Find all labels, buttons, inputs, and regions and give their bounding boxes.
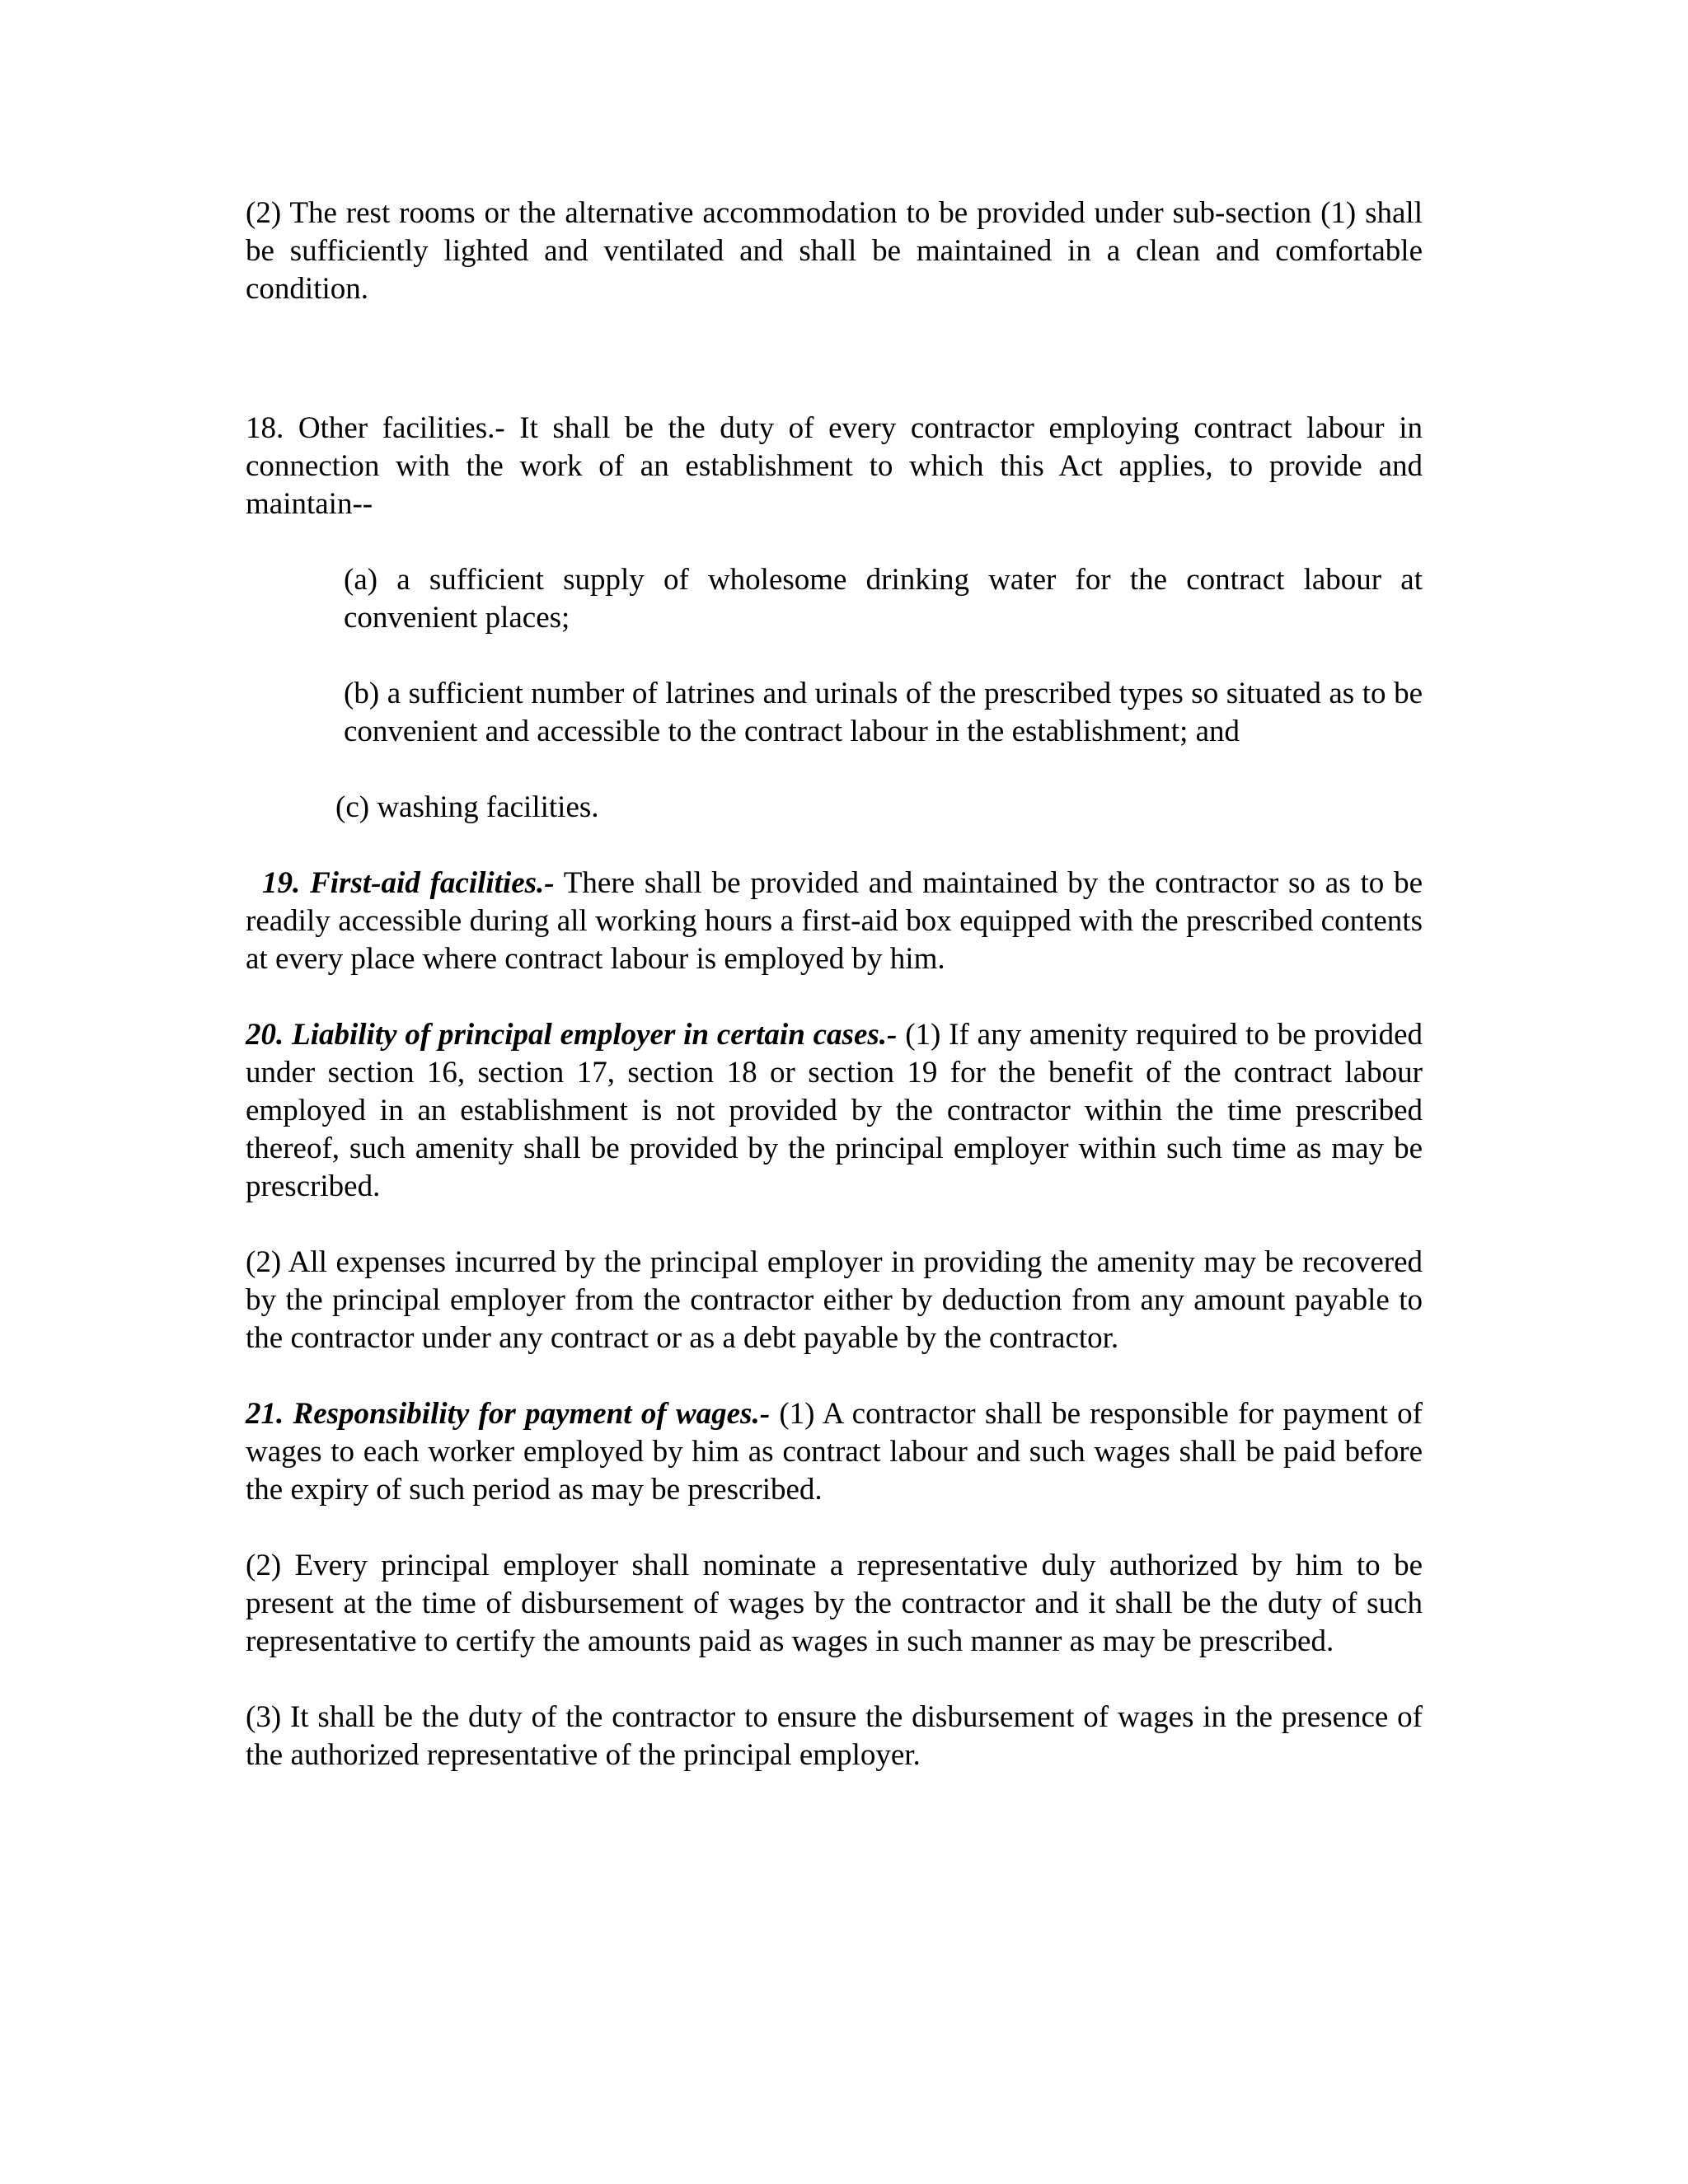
paragraph-section-18: 18. Other facilities.- It shall be the duty of every contractor employing contract labour in connection with the work of an establishment to which this Act applies, to provide and maintain--	[246, 411, 1423, 521]
paragraph-section-18-b: (b) a sufficient number of latrines and urinals of the prescribed types so situated as to be convenient and accessible to the contract labour in the establishment; and	[344, 677, 1423, 748]
section-20-body: (1) If any amenity required to be provided under section 16, section 17, section 18 or section 19 for the benefit of the contract labour employed in an establishment is not provided by the contractor within the time prescribed thereof, such amenity shall be provided by the principal employer within such time as may be prescribed.	[246, 1018, 1423, 1203]
paragraph-section-18-c: (c) washing facilities.	[335, 790, 599, 824]
paragraph-section-21-3: (3) It shall be the duty of the contractor to ensure the disbursement of wages in the presence of the authorized representative of the principal employer.	[246, 1700, 1423, 1772]
document-body	[246, 194, 1423, 1774]
section-19-body: There shall be provided and maintained by the contractor so as to be readily accessible during all working hours a first-aid box equipped with the prescribed contents at every place where contract labour is employed by him.	[246, 866, 1423, 976]
paragraph-section-17-2: (2) The rest rooms or the alternative accommodation to be provided under sub-section (1) shall be sufficiently lighted and ventilated and shall be maintained in a clean and comfortable condition.	[246, 196, 1423, 306]
paragraph-section-18-a: (a) a sufficient supply of wholesome drinking water for the contract labour at convenient places;	[344, 563, 1423, 635]
section-21-heading: 21. Responsibility for payment of wages.-	[246, 1397, 771, 1431]
paragraph-section-21-2: (2) Every principal employer shall nominate a representative duly authorized by him to be present at the time of disbursement of wages by the contractor and it shall be the duty of such representative to certify the amounts paid as wages in such manner as may be prescribed.	[246, 1549, 1423, 1658]
paragraph-section-21	[246, 1395, 1423, 1509]
paragraph-section-20	[246, 1016, 1423, 1206]
section-21-body: (1) A contractor shall be responsible for payment of wages to each worker employed by him as contract labour and such wages shall be paid before the expiry of such period as may be prescribed.	[246, 1397, 1423, 1507]
section-20-heading: 20. Liability of principal employer in certain cases.-	[246, 1018, 898, 1052]
paragraph-section-20-2: (2) All expenses incurred by the principal employer in providing the amenity may be recovered by the principal employer from the contractor either by deduction from any amount payable to the contractor under any contract or as a debt payable by the contractor.	[246, 1245, 1423, 1355]
section-19-heading: 19. First-aid facilities.-	[262, 866, 555, 900]
paragraph-section-19	[246, 865, 1423, 978]
